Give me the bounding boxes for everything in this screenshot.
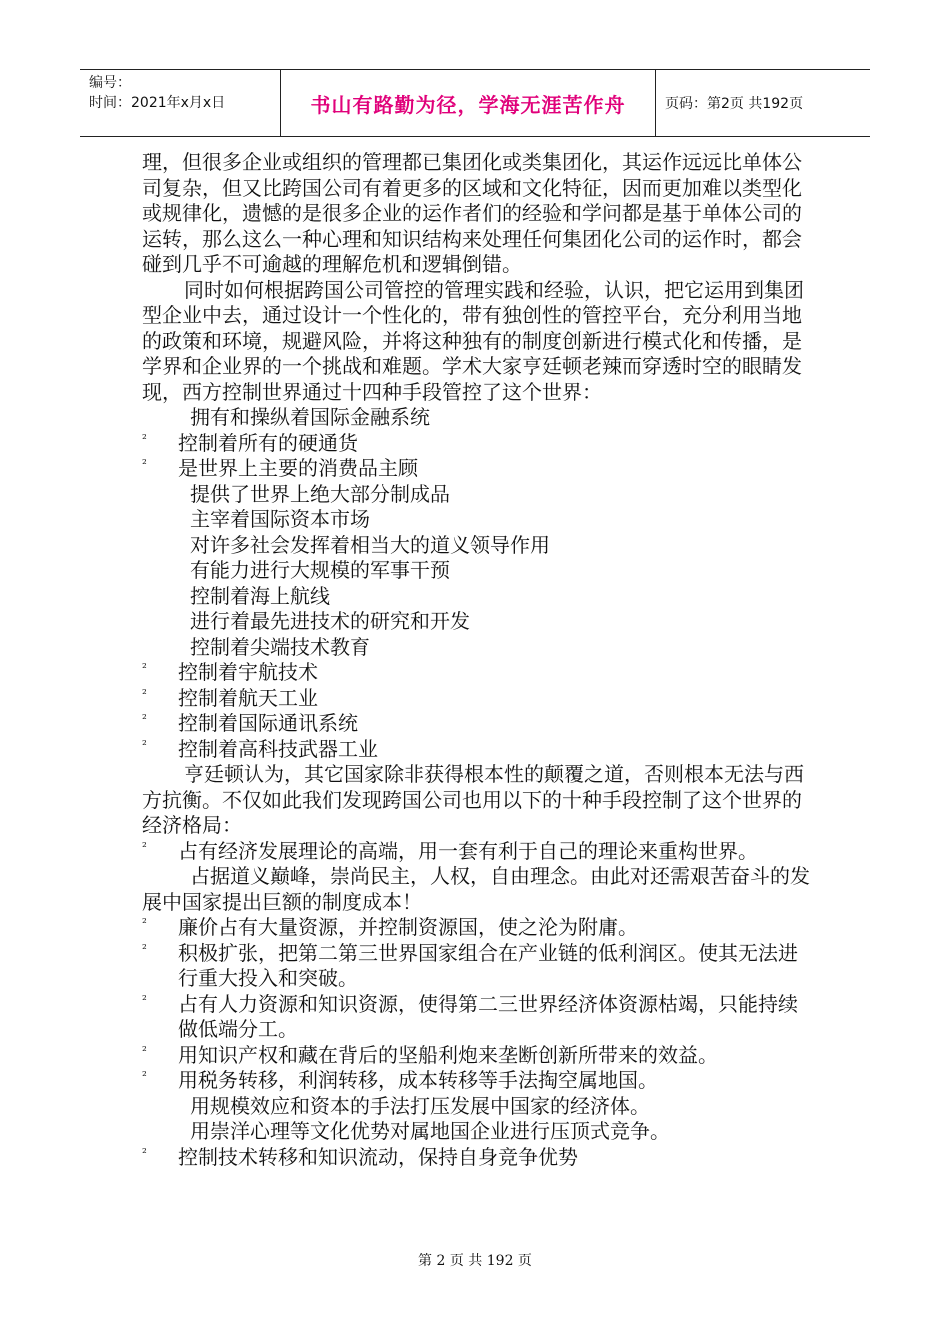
list-item-text: 控制着航天工业: [178, 685, 318, 710]
bullet-marker: ²: [142, 431, 147, 446]
header-motto: 书山有路勤为径，学海无涯苦作舟: [281, 70, 656, 136]
list-item-text: 控制技术转移和知识流动，保持自身竞争优势: [178, 1144, 578, 1169]
list-item-text: 控制着尖端技术教育: [190, 634, 370, 659]
bullet-marker: ²: [142, 916, 147, 930]
list-item: [142, 1068, 812, 1094]
bullet-marker: ²: [142, 1043, 147, 1058]
list-item: [142, 482, 812, 508]
list-item: [142, 1119, 812, 1145]
list-item: [142, 686, 812, 712]
paragraph-3: 亨廷顿认为，其它国家除非获得根本性的颠覆之道，否则根本无法与西方抗衡。不仅如此我们发现跨国公司也用以下的十种手段控制了这个世界的经济格局：: [142, 762, 804, 837]
list-item-text: 用崇洋心理等文化优势对属地国企业进行压顶式竞争。: [190, 1119, 670, 1143]
bullet-marker: ²: [142, 661, 147, 675]
list-item-text: 提供了世界上绝大部分制成品: [190, 481, 450, 506]
page-footer: 第 2 页 共 192 页: [418, 1253, 532, 1269]
list-item: [142, 992, 812, 1043]
list-item-text: 进行着最先进技术的研究和开发: [190, 609, 470, 633]
list-item: [142, 558, 812, 584]
bullet-marker: ²: [142, 941, 147, 956]
paragraph-2: 同时如何根据跨国公司管控的管理实践和经验，认识，把它运用到集团型企业中去，通过设计一个性化的，带有独创性的管控平台，充分利用当地的政策和环境，规避风险，并将这种独有的制度创新进行模式化和传播，是学界和企业界的一个挑战和难题。学术大家亨廷顿老辣而穿透时空的眼睛发现，西方控制世界通过十四种手段管控了这个世界：: [142, 277, 804, 404]
list-item: [142, 1043, 812, 1069]
list-item-text: 用规模效应和资本的手法打压发展中国家的经济体。: [190, 1093, 650, 1118]
list-item-text: 占据道义巅峰，崇尚民主，人权，自由理念。由此对还需艰苦奋斗的发展中国家提出巨额的制度成本！: [142, 864, 810, 914]
list-item-text: 用税务转移，利润转移，成本转移等手法掏空属地国。: [178, 1068, 658, 1092]
list-item-text: 控制着所有的硬通货: [178, 430, 358, 455]
list-item-text: 占有人力资源和知识资源，使得第二三世界经济体资源枯竭，只能持续做低端分工。: [178, 991, 798, 1041]
header-page-info: 页码：第2页 共192页: [665, 96, 804, 112]
list-item: [142, 1094, 812, 1120]
list-item: [142, 864, 812, 915]
document-number-label: 编号：: [89, 75, 131, 91]
west-control-list: [142, 405, 812, 762]
list-item: [142, 431, 812, 457]
list-item: [142, 609, 812, 635]
list-item-text: 控制着高科技武器工业: [178, 736, 378, 761]
document-body: [142, 150, 812, 1170]
bullet-marker: ²: [142, 1069, 147, 1083]
bullet-marker: ²: [142, 457, 147, 471]
bullet-marker: ²: [142, 839, 147, 854]
paragraph-1: 理，但很多企业或组织的管理都已集团化或类集团化，其运作远远比单体公司复杂，但又比跨国公司有着更多的区域和文化特征，因而更加难以类型化或规律化，遗憾的是很多企业的运作者们的经验和学问都是基于单体公司的运转，那么这么一种心理和知识结构来处理任何集团化公司的运作时，都会碰到几乎不可逾越的理解危机和逻辑倒错。: [142, 150, 802, 276]
list-item: [142, 635, 812, 661]
list-item: [142, 584, 812, 610]
list-item-text: 积极扩张，把第二第三世界国家组合在产业链的低利润区。使其无法进行重大投入和突破。: [178, 940, 798, 990]
list-item: [142, 915, 812, 941]
list-item-text: 廉价占有大量资源，并控制资源国，使之沦为附庸。: [178, 915, 638, 939]
bullet-marker: ²: [142, 686, 147, 701]
header-meta: [80, 70, 281, 136]
list-item-text: 对许多社会发挥着相当大的道义领导作用: [190, 532, 550, 557]
list-item-text: 是世界上主要的消费品主顾: [178, 456, 418, 480]
list-item-text: 主宰着国际资本市场: [190, 507, 370, 531]
list-item-text: 拥有和操纵着国际金融系统: [190, 405, 430, 429]
multinational-means-list: [142, 839, 812, 1171]
bullet-marker: ²: [142, 1145, 147, 1160]
list-item-text: 占有经济发展理论的高端，用一套有利于自己的理论来重构世界。: [178, 838, 758, 863]
bullet-marker: ²: [142, 992, 147, 1007]
list-item-text: 控制着宇航技术: [178, 660, 318, 684]
bullet-marker: ²: [142, 712, 147, 726]
list-item: [142, 737, 812, 763]
list-item: [142, 660, 812, 686]
list-item-text: 控制着海上航线: [190, 583, 330, 608]
list-item-text: 控制着国际通讯系统: [178, 711, 358, 735]
list-item: [142, 507, 812, 533]
list-item: [142, 839, 812, 865]
page-header: [80, 69, 870, 137]
list-item-text: 有能力进行大规模的军事干预: [190, 558, 450, 582]
list-item-text: 用知识产权和藏在背后的坚船利炮来垄断创新所带来的效益。: [178, 1042, 718, 1067]
list-item: [142, 941, 812, 992]
document-date: 时间：2021年x月x日: [89, 95, 226, 111]
list-item: [142, 711, 812, 737]
bullet-marker: ²: [142, 737, 147, 752]
list-item: [142, 1145, 812, 1171]
list-item: [142, 405, 812, 431]
list-item: [142, 533, 812, 559]
list-item: [142, 456, 812, 482]
